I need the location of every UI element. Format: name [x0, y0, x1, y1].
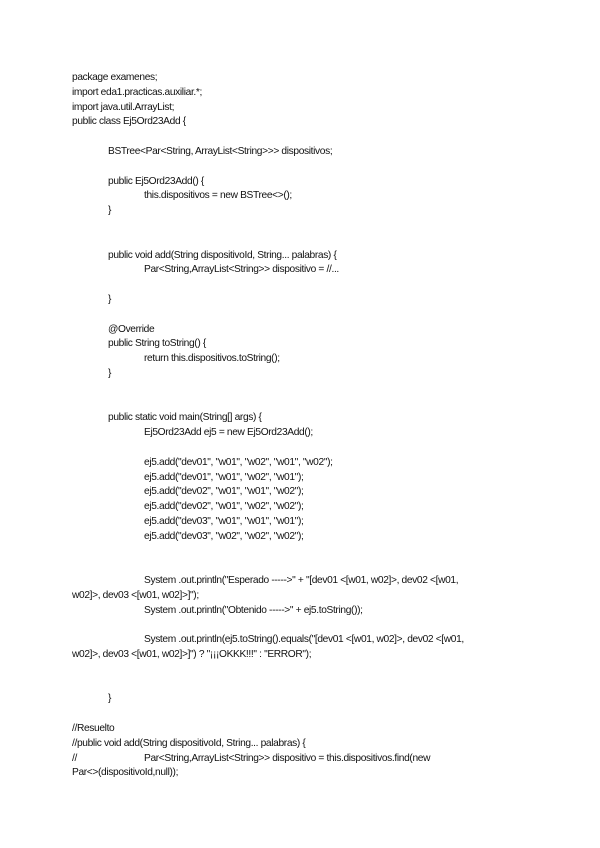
code-line: System .out.println("Esperado ----->" + "[dev01 <[w01, w02]>, dev02 <[w01,	[144, 575, 459, 587]
code-line: ej5.add("dev03", "w02", "w02", "w02");	[144, 530, 304, 542]
code-line: Ej5Ord23Add ej5 = new Ej5Ord23Add();	[144, 427, 313, 439]
blank-line	[72, 559, 542, 574]
blank-line	[72, 278, 542, 293]
code-line: w02]>, dev03 <[w01, w02]>]");	[72, 589, 199, 601]
blank-line	[72, 707, 542, 722]
code-line: ej5.add("dev02", "w01", "w01", "w02");	[144, 486, 304, 498]
code-line: }	[108, 693, 112, 705]
code-line: import java.util.ArrayList;	[72, 101, 175, 113]
blank-line	[72, 678, 542, 693]
blank-line	[72, 545, 542, 560]
code-line: }	[108, 293, 112, 305]
blank-line	[72, 234, 542, 249]
blank-line	[72, 160, 542, 175]
blank-line	[72, 219, 542, 234]
code-listing	[72, 71, 542, 781]
blank-line	[72, 663, 542, 678]
code-line	[72, 752, 542, 767]
code-line: public static void main(String[] args) {	[108, 412, 262, 424]
comment-code: Par<String,ArrayList<String>> dispositivo = this.dispositivos.find(new	[144, 752, 431, 764]
blank-line	[72, 618, 542, 633]
code-line: public void add(String dispositivoId, String... palabras) {	[108, 249, 337, 261]
blank-line	[72, 382, 542, 397]
blank-line	[72, 441, 542, 456]
blank-line	[72, 130, 542, 145]
code-line: ej5.add("dev01", "w01", "w02", "w01");	[144, 471, 304, 483]
code-line: }	[108, 367, 112, 379]
code-line: //public void add(String dispositivoId, String... palabras) {	[72, 737, 306, 749]
code-line: }	[108, 205, 112, 217]
code-line: ej5.add("dev01", "w01", "w02", "w01", "w02");	[144, 456, 333, 468]
code-line: return this.dispositivos.toString();	[144, 353, 280, 365]
code-line: System .out.println(ej5.toString().equals("[dev01 <[w01, w02]>, dev02 <[w01,	[144, 634, 464, 646]
code-line: //Resuelto	[72, 723, 115, 735]
comment-marker: //	[72, 752, 77, 764]
code-line: Par<>(dispositivoId,null));	[72, 767, 179, 779]
code-line: import eda1.practicas.auxiliar.*;	[72, 86, 203, 98]
code-line: ej5.add("dev03", "w01", "w01", "w01");	[144, 515, 304, 527]
code-line: ej5.add("dev02", "w01", "w02", "w02");	[144, 501, 304, 513]
code-line: @Override	[108, 323, 155, 335]
code-line: public Ej5Ord23Add() {	[108, 175, 204, 187]
blank-line	[72, 308, 542, 323]
code-line: public class Ej5Ord23Add {	[72, 116, 186, 128]
code-line: BSTree<Par<String, ArrayList<String>>> dispositivos;	[108, 145, 333, 157]
code-line: this.dispositivos = new BSTree<>();	[144, 190, 292, 202]
code-line: public String toString() {	[108, 338, 206, 350]
blank-line	[72, 397, 542, 412]
code-line: System .out.println("Obtenido ----->" + ej5.toString());	[144, 604, 363, 616]
code-line: package examenes;	[72, 72, 158, 83]
code-line: Par<String,ArrayList<String>> dispositivo = //...	[144, 264, 339, 276]
code-line: w02]>, dev03 <[w01, w02]>]") ? "¡¡¡OKKK!!!" : "ERROR");	[72, 649, 312, 661]
